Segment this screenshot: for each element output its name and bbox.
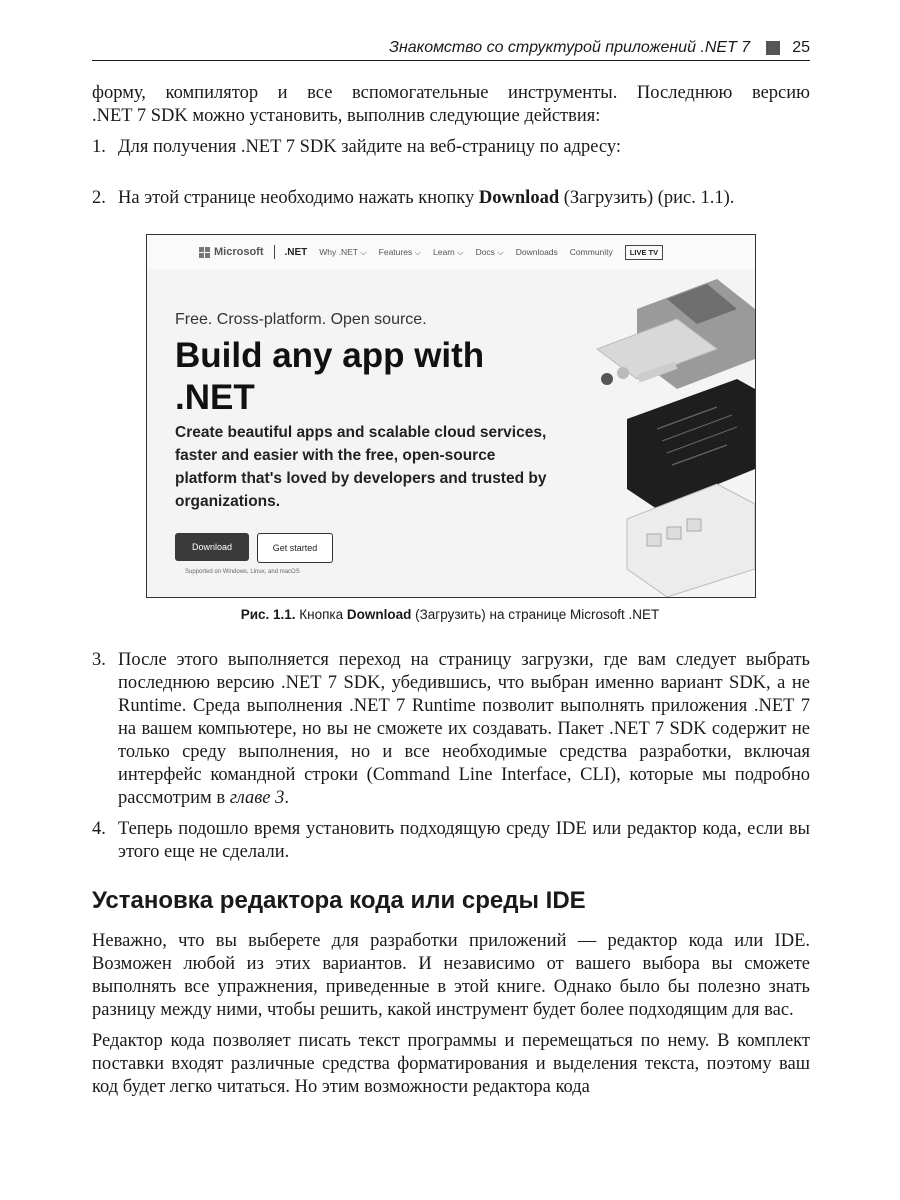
microsoft-logo-icon	[199, 247, 210, 258]
list-item	[92, 136, 810, 159]
get-started-button[interactable]: Get started	[257, 533, 333, 563]
caption-label: Рис. 1.1.	[240, 607, 296, 622]
list-text-part: (Загрузить) (рис. 1.1).	[559, 188, 735, 208]
list-text: Теперь подошло время установить подходящую среду IDE или редактор кода, если вы этого еще не сделали.	[118, 819, 810, 862]
section-heading: Установка редактора кода или среды IDE	[92, 887, 586, 914]
intro-line-2: .NET 7 SDK можно установить, выполнив следующие действия:	[92, 106, 601, 126]
isometric-panels-illustration	[597, 279, 755, 597]
running-head-title: Знакомство со структурой приложений .NET 7	[389, 39, 751, 56]
page-number: 25	[792, 39, 810, 56]
list-text	[118, 187, 810, 210]
nav-item-community[interactable]: Community	[569, 247, 613, 257]
list-number: 4.	[92, 819, 106, 839]
list-number: 1.	[92, 137, 106, 157]
caption-text: Кнопка	[295, 607, 347, 622]
paragraph: Редактор кода позволяет писать текст программы и перемещаться по нему. В комплект поставки входят различные средства форматирования и выделения текста, поэтому ваш код будет легко читаться. Но этим возможности редактора кода	[92, 1031, 810, 1097]
list-text: Для получения .NET 7 SDK зайдите на веб-страницу по адресу:	[118, 137, 622, 157]
steps-list-bottom	[92, 649, 810, 864]
list-text	[118, 649, 810, 810]
running-head-square-marker	[766, 41, 780, 55]
list-number: 2.	[92, 188, 106, 208]
running-head	[92, 36, 810, 61]
list-text-part: .	[284, 788, 290, 808]
live-tv-button[interactable]: LIVE TV	[625, 245, 663, 260]
nav-item-why-net[interactable]: Why .NET ⌵	[319, 246, 367, 257]
nav-item-docs[interactable]: Docs ⌵	[475, 246, 504, 257]
chapter-reference: главе 3	[229, 788, 285, 808]
brand-name: Microsoft	[214, 246, 264, 258]
hero-title: Build any app with .NET	[175, 336, 485, 417]
paragraph: Неважно, что вы выберете для разработки приложений — редактор кода или IDE. Возможен любой из этих вариантов. И независимо от вашего выбора вы сможете выполнять все упражнения, приведенные в этой книге. Однако было бы полезно знать разницу между ними, чтобы решить, какой инструмент будет более подходящим для вас.	[92, 931, 810, 1020]
nav-divider	[274, 245, 275, 259]
site-nav	[147, 235, 755, 269]
hero-description: Create beautiful apps and scalable cloud services, faster and easier with the free, open-source platform that's loved by developers and trusted by organizations.	[175, 424, 547, 510]
figure-dotnet-website	[146, 234, 756, 598]
nav-item-downloads[interactable]: Downloads	[515, 247, 558, 257]
download-button[interactable]: Download	[175, 533, 249, 561]
steps-list-top-2	[92, 187, 810, 210]
list-text-part: После этого выполняется переход на страницу загрузки, где вам следует выбрать последнюю версию .NET 7 SDK, убедившись, что выбран именно вариант SDK, а не Runtime. Среда выполнения .NET 7 Runtime позволит выполнять приложения .NET 7 на вашем компьютере, но вы не сможете их создавать. Пакет .NET 7 SDK содержит не только среду выполнения, но и все необходимые средства разработки, включая интерфейс командной строки (Command Line Interface, CLI), которые мы подробно рассмотрим в	[118, 650, 810, 808]
nav-item-features[interactable]: Features ⌵	[378, 246, 422, 257]
list-item	[92, 818, 810, 864]
section-paragraphs	[92, 930, 810, 1099]
figure-caption	[0, 607, 900, 622]
hero-illustration	[567, 269, 755, 597]
intro-paragraph	[92, 82, 810, 128]
intro-line-1: форму, компилятор и все вспомогательные инструменты. Последнюю версию	[92, 83, 810, 103]
steps-list-top	[92, 136, 810, 159]
product-name[interactable]: .NET	[284, 246, 308, 258]
list-number: 3.	[92, 650, 106, 670]
caption-text-end: (Загрузить) на странице Microsoft .NET	[411, 607, 660, 622]
list-text-part: На этой странице необходимо нажать кнопку	[118, 188, 479, 208]
list-item	[92, 649, 810, 810]
list-item	[92, 187, 810, 210]
caption-bold: Download	[346, 607, 412, 622]
hero-tagline: Free. Cross-platform. Open source.	[175, 311, 427, 328]
nav-item-learn[interactable]: Learn ⌵	[433, 246, 464, 257]
download-keyword: Download	[478, 188, 560, 208]
supported-platforms-note: Supported on Windows, Linux, and macOS	[185, 569, 300, 575]
